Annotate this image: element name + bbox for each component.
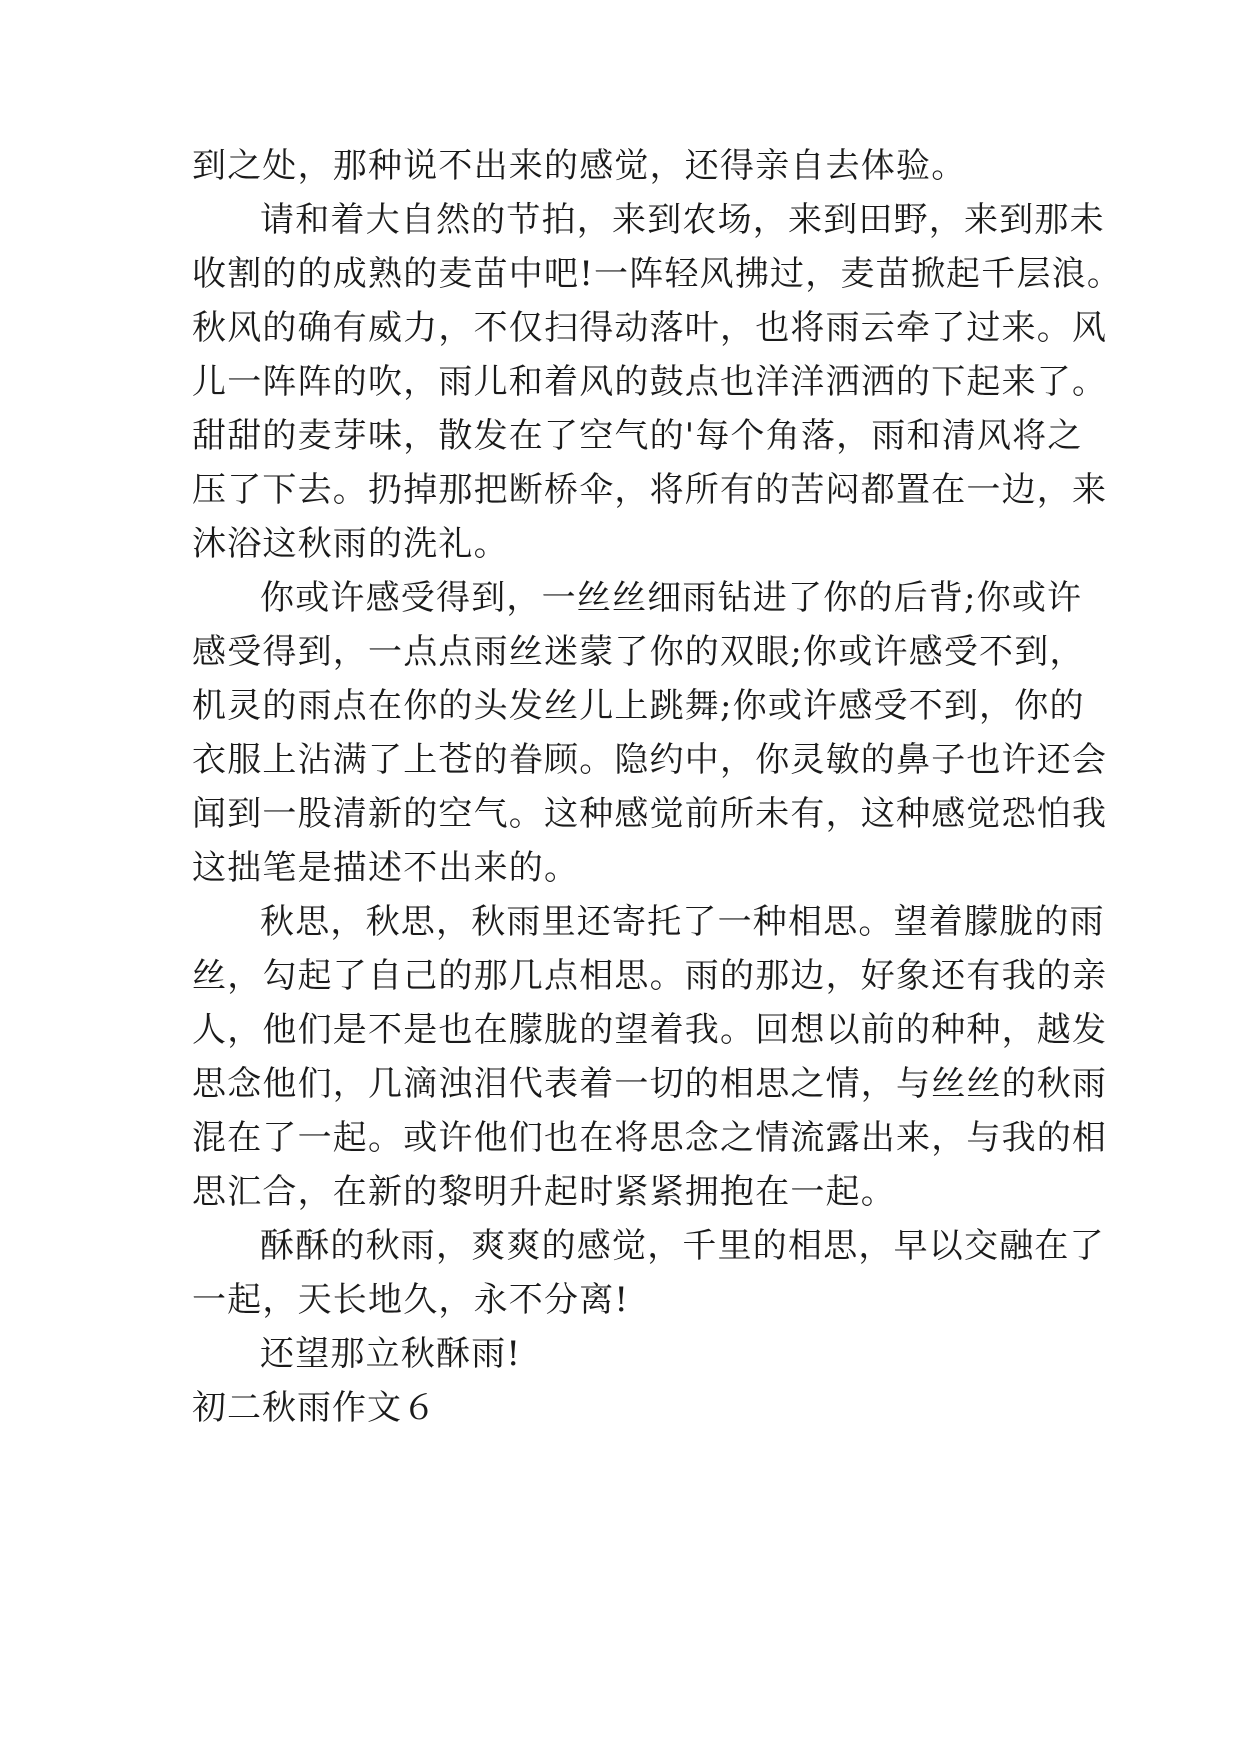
text-line: 一起，天长地久，永不分离! xyxy=(192,1280,630,1320)
text-line: 沐浴这秋雨的洗礼。 xyxy=(192,524,509,564)
text-line: 丝，勾起了自己的那几点相思。雨的那边，好象还有我的亲 xyxy=(192,956,1108,996)
text-line: 压了下去。扔掉那把断桥伞，将所有的苦闷都置在一边，来 xyxy=(192,470,1108,510)
paragraph-first-line: 秋思，秋思，秋雨里还寄托了一种相思。望着朦胧的雨 xyxy=(260,902,1105,942)
text-line: 闻到一股清新的空气。这种感觉前所未有，这种感觉恐怕我 xyxy=(192,794,1108,834)
text-line: 秋风的确有威力，不仅扫得动落叶，也将雨云牵了过来。风 xyxy=(192,308,1108,348)
paragraph-first-line: 还望那立秋酥雨! xyxy=(260,1334,522,1374)
text-line: 机灵的雨点在你的头发丝儿上跳舞;你或许感受不到，你的 xyxy=(192,686,1085,726)
text-line: 收割的的成熟的麦苗中吧!一阵轻风拂过，麦苗掀起千层浪。 xyxy=(192,254,1123,294)
text-line: 思念他们，几滴浊泪代表着一切的相思之情，与丝丝的秋雨 xyxy=(192,1064,1108,1104)
paragraph-first-line: 你或许感受得到，一丝丝细雨钻进了你的后背;你或许 xyxy=(260,578,1083,618)
paragraph-first-line: 请和着大自然的节拍，来到农场，来到田野，来到那未 xyxy=(260,200,1105,240)
text-line: 儿一阵阵的吹，雨儿和着风的鼓点也洋洋洒洒的下起来了。 xyxy=(192,362,1108,402)
text-line: 这拙笔是描述不出来的。 xyxy=(192,848,580,888)
paragraph-first-line: 酥酥的秋雨，爽爽的感觉，千里的相思，早以交融在了 xyxy=(260,1226,1105,1266)
text-line: 思汇合，在新的黎明升起时紧紧拥抱在一起。 xyxy=(192,1172,896,1212)
text-line: 混在了一起。或许他们也在将思念之情流露出来，与我的相 xyxy=(192,1118,1108,1158)
text-line: 人，他们是不是也在朦胧的望着我。回想以前的种种，越发 xyxy=(192,1010,1108,1050)
text-line: 感受得到，一点点雨丝迷蒙了你的双眼;你或许感受不到， xyxy=(192,632,1085,672)
text-line: 甜甜的麦芽味，散发在了空气的'每个角落，雨和清风将之 xyxy=(192,416,1083,456)
section-title: 初二秋雨作文６ xyxy=(192,1388,437,1428)
text-line: 衣服上沾满了上苍的眷顾。隐约中，你灵敏的鼻子也许还会 xyxy=(192,740,1108,780)
text-line: 到之处，那种说不出来的感觉，还得亲自去体验。 xyxy=(192,146,967,186)
